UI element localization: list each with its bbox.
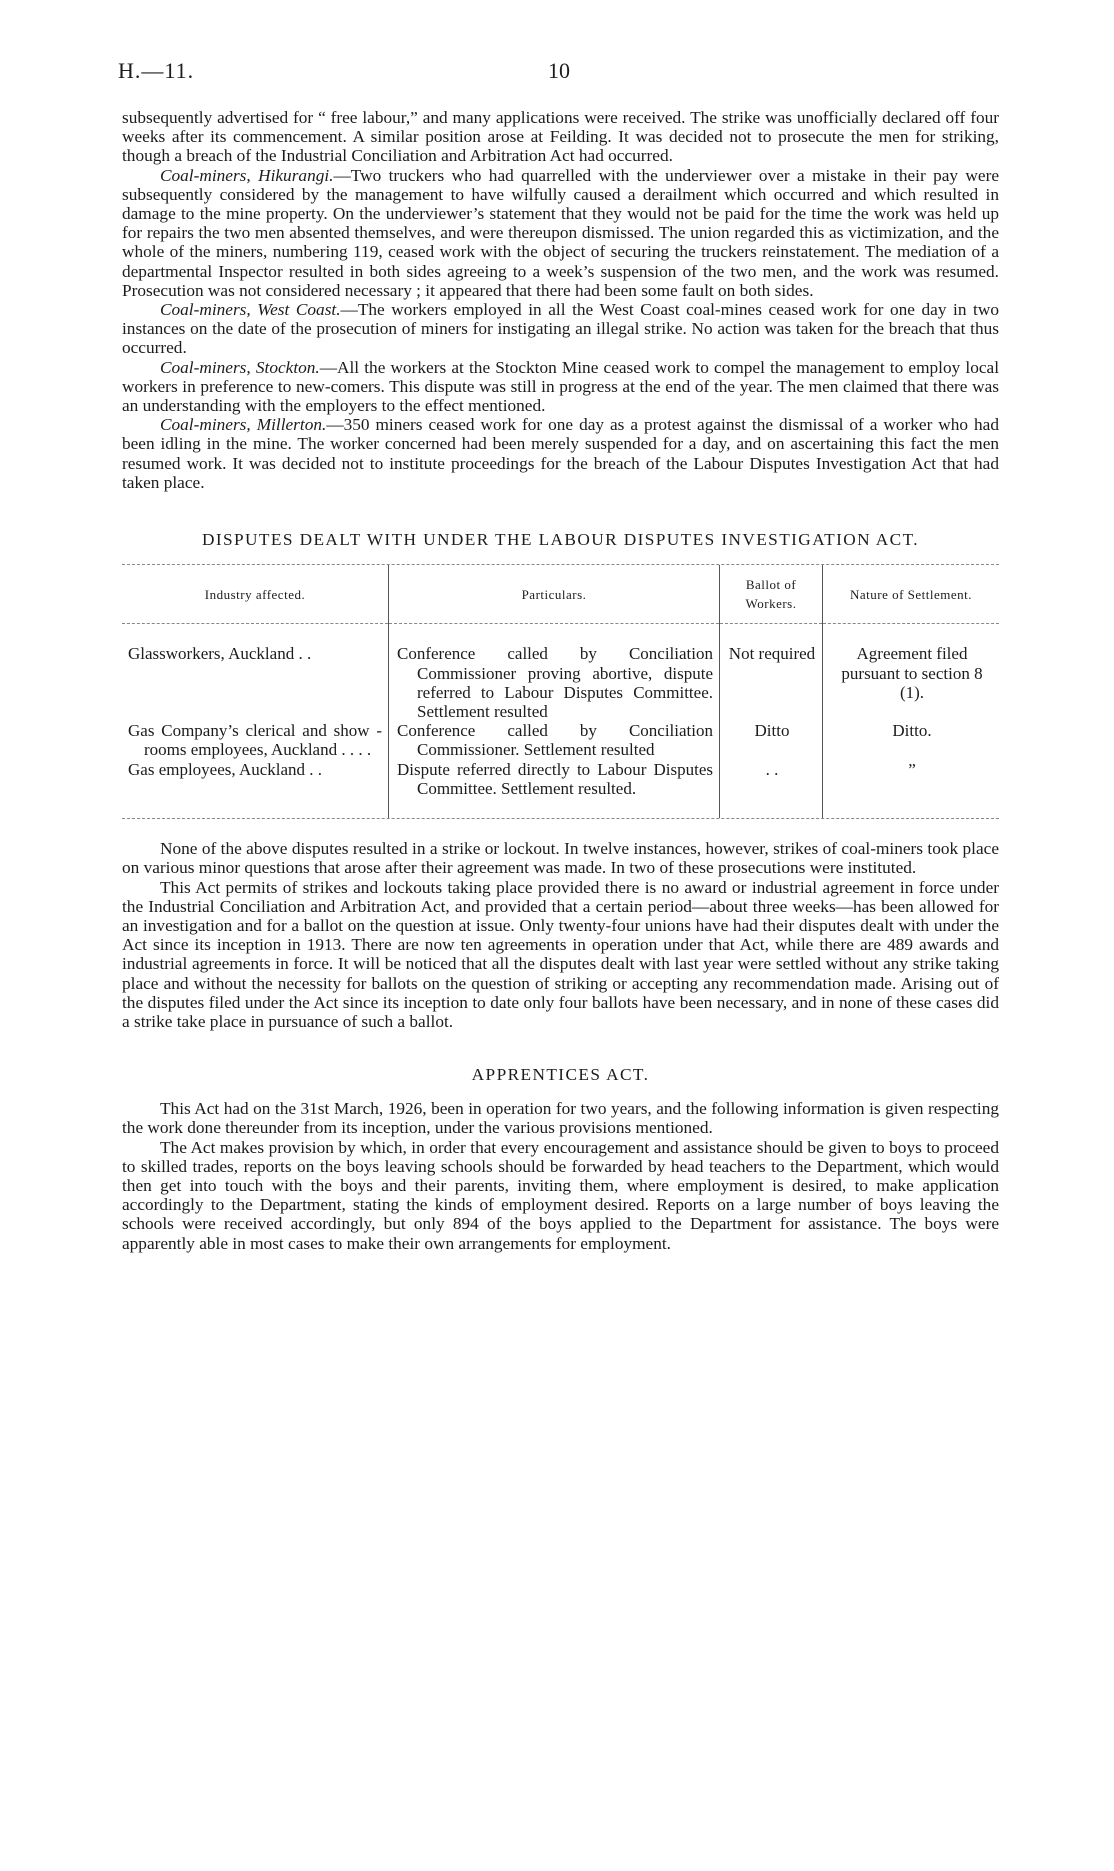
cell-settlement: Ditto. xyxy=(823,721,1000,759)
table-bottom-rule xyxy=(122,818,999,819)
paragraph-lead: Coal-miners, Hikurangi. xyxy=(160,165,334,185)
paragraph-apprentices-provision: The Act makes provision by which, in order that every encouragement and assistance should be given to boys to proceed to skilled trades, reports on the boys leaving schools should be forwarded by head teachers to the Department, which would then get into touch with the boys and their parents, inviting them, where employment is desired, to make application accordingly to the Department, stating the kinds of employment desired. Reports on a large number of boys leaving the schools were received accordingly, but only 894 of the boys applied to the Department for assistance. The boys were apparently able in most cases to make their own arrangements for employment. xyxy=(122,1137,999,1253)
disputes-section-title: DISPUTES DEALT WITH UNDER THE LABOUR DISPUTES INVESTIGATION ACT. xyxy=(201,530,919,550)
cell-particulars: Dispute referred directly to Labour Disputes Committee. Settlement resulted. xyxy=(389,760,720,818)
cell-settlement: Agreement filed pursuant to section 8 (1). xyxy=(823,624,1000,721)
apprentices-section-title: APPRENTICES ACT. xyxy=(471,1065,650,1085)
cell-settlement: ” xyxy=(823,760,1000,818)
cell-particulars: Conference called by Conciliation Commissioner. Settlement resulted xyxy=(389,721,720,759)
cell-ballot: Ditto xyxy=(720,721,823,759)
paragraph-apprentices-intro: This Act had on the 31st March, 1926, been in operation for two years, and the following information is given respecting the work done thereunder from its inception, under the various provisions mentioned. xyxy=(122,1099,999,1138)
paragraph-act-provisions: This Act permits of strikes and lockouts taking place provided there is no award or industrial agreement in force under the Industrial Conciliation and Arbitration Act, and provided that a certain period—about three weeks—has been allowed for an investigation and for a ballot on the question at issue. Only twenty-four unions have had their disputes dealt with under the Act since its inception in 1913. There are now ten agreements in operation under that Act, while there are 489 awards and industrial agreements in force. It will be noticed that all the disputes dealt with last year were settled without any strike taking place and without the necessity for ballots on the question of striking or accepting any recommendation made. Arising out of the disputes filed under the Act since its inception to date only four ballots have been necessary, and in none of these cases did a strike take place in pursuance of such a ballot. xyxy=(122,877,999,1031)
table-row xyxy=(122,760,999,818)
cell-particulars: Conference called by Conciliation Commissioner proving abortive, dispute referred to Labour Disputes Committee. Settlement resulted xyxy=(389,624,720,721)
column-header-industry: Industry affected. xyxy=(122,565,389,624)
table-header-row xyxy=(122,565,999,624)
cell-ballot: Not required xyxy=(720,624,823,721)
page-content xyxy=(122,108,999,1253)
column-header-settlement: Nature of Settlement. xyxy=(823,565,1000,624)
report-code: H.—11. xyxy=(118,58,195,83)
cell-ballot: . . xyxy=(720,760,823,818)
disputes-table xyxy=(122,565,999,818)
table-row xyxy=(122,624,999,721)
paragraph-lead: Coal-miners, Millerton. xyxy=(160,415,327,435)
table-row xyxy=(122,721,999,759)
paragraph-lead: Coal-miners, West Coast. xyxy=(160,300,341,320)
column-header-particulars: Particulars. xyxy=(389,565,720,624)
cell-industry: Glassworkers, Auckland . . xyxy=(128,644,312,664)
column-header-ballot: Ballot of Workers. xyxy=(720,565,823,624)
cell-industry: Gas Company’s clerical and show - rooms employees, Auckland . . . . xyxy=(128,721,382,760)
intro-paragraph-continued: subsequently advertised for “ free labour,” and many applications were received. The strike was unofficially declared off four weeks after its commencement. A similar position arose at Feilding. It was decided not to prosecute the men for striking, though a breach of the Industrial Conciliation and Arbitration Act had occurred. xyxy=(122,108,999,166)
paragraph-west-coast: Coal-miners, West Coast.—The workers employed in all the West Coast coal-mines ceased work for one day in two instances on the date of the prosecution of miners for instigating an illegal strike. No action was taken for the breach that thus occurred. xyxy=(122,300,999,358)
cell-industry: Gas employees, Auckland . . xyxy=(128,759,323,779)
paragraph-stockton: Coal-miners, Stockton.—All the workers at the Stockton Mine ceased work to compel the management to employ local workers in preference to new-comers. This dispute was still in progress at the end of the year. The men claimed that there was an understanding with the employers to the effect mentioned. xyxy=(122,357,999,416)
page-number: 10 xyxy=(548,58,570,83)
paragraph-millerton: Coal-miners, Millerton.—350 miners ceased work for one day as a protest against the dismissal of a worker who had been idling in the mine. The worker concerned had been merely suspended for a day, and on ascertaining this fact the men resumed work. It was decided not to institute proceedings for the breach of the Labour Disputes Investigation Act that had taken place. xyxy=(122,415,999,492)
paragraph-disputes-summary: None of the above disputes resulted in a strike or lockout. In twelve instances, however, strikes of coal-miners took place on various minor questions that arose after their agreement was made. In two of these prosecutions were instituted. xyxy=(122,839,999,878)
page-header xyxy=(118,58,998,92)
paragraph-hikurangi: Coal-miners, Hikurangi.—Two truckers who had quarrelled with the underviewer over a mistake in their pay were subsequently considered by the management to have wilfully caused a derailment which occurred and which resulted in damage to the mine property. On the underviewer’s statement that they would not be paid for the time the work was held up for repairs the two men absented themselves, and were thereupon dismissed. The union regarded this as victimization, and the whole of the miners, numbering 119, ceased work with the object of securing the truckers reinstatement. The mediation of a departmental Inspector resulted in both sides agreeing to a week’s suspension of the two men, and the work was resumed. Prosecution was not considered necessary ; it appeared that there had been some fault on both sides. xyxy=(122,165,999,300)
paragraph-lead: Coal-miners, Stockton. xyxy=(160,357,320,377)
